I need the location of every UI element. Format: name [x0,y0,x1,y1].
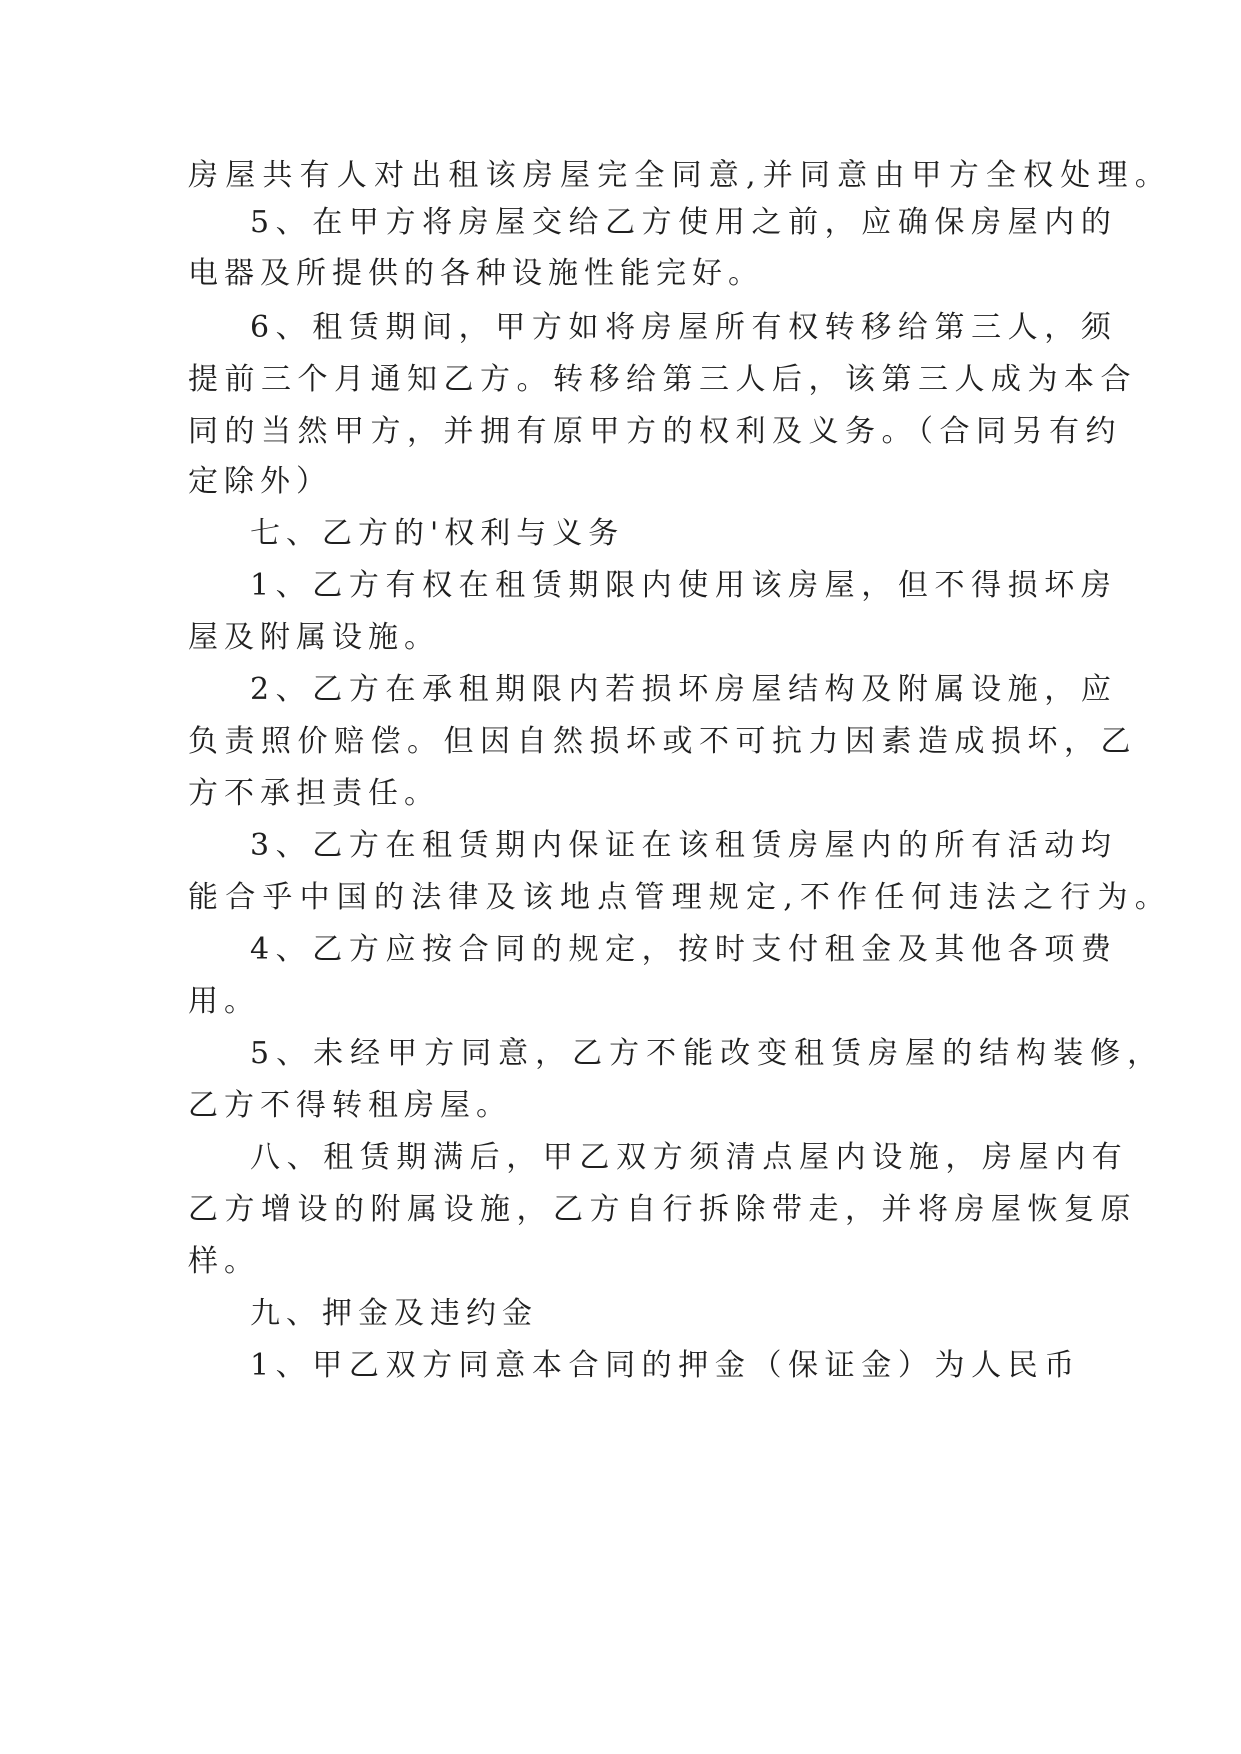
text-line: 5、未经甲方同意，乙方不能改变租赁房屋的结构装修， [250,1036,1165,1071]
text-line: 5、在甲方将房屋交给乙方使用之前，应确保房屋内的 [250,205,1118,240]
text-line: 能合乎中国的法律及该地点管理规定,不作任何违法之行为。 [188,880,1172,915]
text-line: 1、甲乙双方同意本合同的押金（保证金）为人民币 [250,1348,1081,1383]
text-line: 电器及所提供的各种设施性能完好。 [188,256,764,291]
text-line: 提前三个月通知乙方。转移给第三人后，该第三人成为本合 [188,362,1137,397]
text-line: 屋及附属设施。 [188,620,440,655]
text-line: 样。 [188,1244,260,1279]
text-line: 2、乙方在承租期限内若损坏房屋结构及附属设施，应 [250,672,1118,707]
text-line: 房屋共有人对出租该房屋完全同意,并同意由甲方全权处理。 [188,158,1172,193]
text-line: 负责照价赔偿。但因自然损坏或不可抗力因素造成损坏，乙 [188,724,1137,759]
text-line: 3、乙方在租赁期内保证在该租赁房屋内的所有活动均 [250,828,1118,863]
text-line: 6、租赁期间，甲方如将房屋所有权转移给第三人，须 [250,310,1118,345]
section-heading: 九、押金及违约金 [250,1296,538,1331]
section-heading: 七、乙方的'权利与义务 [250,516,625,551]
section-heading: 八、租赁期满后，甲乙双方须清点屋内设施，房屋内有 [250,1140,1129,1175]
text-line: 方不承担责任。 [188,776,440,811]
text-line: 乙方不得转租房屋。 [188,1088,512,1123]
text-line: 同的当然甲方，并拥有原甲方的权利及义务。（合同另有约 [188,414,1122,449]
text-line: 4、乙方应按合同的规定，按时支付租金及其他各项费 [250,932,1118,967]
text-line: 定除外） [188,464,332,499]
text-line: 1、乙方有权在租赁期限内使用该房屋，但不得损坏房 [250,568,1118,603]
text-line: 乙方增设的附属设施，乙方自行拆除带走，并将房屋恢复原 [188,1192,1137,1227]
text-line: 用。 [188,984,260,1019]
